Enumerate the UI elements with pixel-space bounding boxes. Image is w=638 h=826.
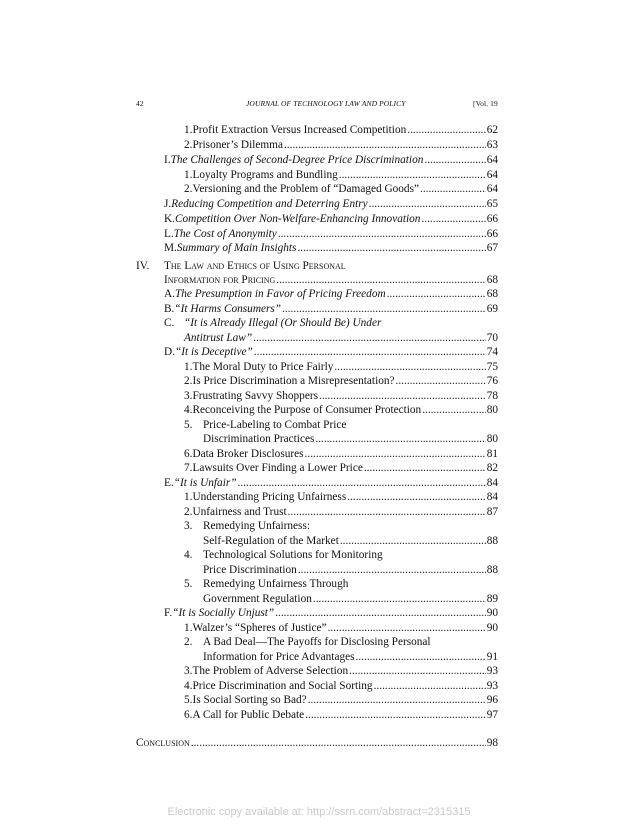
- toc-entry-number: 4.: [184, 404, 193, 416]
- leader-dots: [319, 389, 486, 403]
- leader-dots: [340, 534, 486, 548]
- toc-entry-number: 2.: [184, 183, 193, 195]
- toc-entry-title: Antitrust Law”: [184, 332, 253, 344]
- toc-entry: [184, 360, 498, 374]
- toc-entry-title: Discrimination Practices: [203, 433, 315, 445]
- toc-entry-title-line1: Remedying Unfairness Through: [203, 578, 349, 590]
- toc-entry-title: The Moral Duty to Price Fairly: [192, 361, 334, 373]
- toc-entry-page: 88: [486, 564, 498, 576]
- volume-label: [Vol. 19: [473, 99, 498, 108]
- toc-entry-page: 97: [486, 709, 498, 721]
- toc-entry-title: Information for Price Advantages: [203, 651, 355, 663]
- toc-entry-number: L.: [164, 228, 174, 240]
- toc-entry-number: B.: [164, 303, 175, 315]
- toc-entry-page: 93: [486, 665, 498, 677]
- toc-entry: [184, 447, 498, 461]
- toc-entry-title: Walzer’s “Spheres of Justice”: [192, 622, 327, 634]
- toc-entry-page: 96: [486, 694, 498, 706]
- toc-entry-number: E.: [164, 477, 174, 489]
- toc-entry-number: 4.: [184, 680, 193, 692]
- toc-entry-number: K.: [164, 213, 175, 225]
- leader-dots: [298, 563, 486, 577]
- toc-entry: [184, 621, 498, 635]
- toc-entry-title: Price Discrimination: [203, 564, 297, 576]
- toc-entry-title: “It is Socially Unjust”: [172, 607, 275, 619]
- toc-entry: [184, 664, 498, 678]
- leader-dots: [396, 374, 486, 388]
- toc-entry: [164, 345, 498, 359]
- toc-entry: [184, 374, 498, 388]
- toc-entry-number: 1.: [184, 622, 193, 634]
- toc-entry: [203, 650, 498, 664]
- toc-entry-title: Frustrating Savvy Shoppers: [192, 390, 319, 402]
- toc-entry-page: 66: [486, 228, 498, 240]
- leader-dots: [313, 592, 486, 606]
- toc-entry-page: 91: [486, 651, 498, 663]
- toc-entry-title: Self-Regulation of the Market: [203, 535, 339, 547]
- leader-dots: [253, 331, 486, 345]
- leader-dots: [387, 287, 486, 301]
- toc-entry-page: 65: [486, 198, 498, 210]
- toc-entry-page: 88: [486, 535, 498, 547]
- leader-dots: [278, 227, 486, 241]
- toc-entry-number: I.: [164, 154, 171, 166]
- toc-entry-page: 64: [486, 154, 498, 166]
- toc-entry: [184, 389, 498, 403]
- toc-entry: [203, 592, 498, 606]
- toc-entry-title: “It is Unfair”: [173, 477, 237, 489]
- toc-entry: [164, 241, 498, 255]
- leader-dots: [420, 182, 486, 196]
- leader-dots: [275, 606, 486, 620]
- toc-entry-number: 3.: [184, 665, 193, 677]
- toc-entry-title: Profit Extraction Versus Increased Competition: [192, 124, 407, 136]
- toc-entry-title: Price Discrimination and Social Sorting: [192, 680, 373, 692]
- toc-entry-title: Lawsuits Over Finding a Lower Price: [192, 462, 363, 474]
- leader-dots: [297, 241, 485, 255]
- toc-entry-title: Versioning and the Problem of “Damaged Goods”: [192, 183, 419, 195]
- toc-entry: [136, 736, 498, 750]
- leader-dots: [254, 345, 486, 359]
- toc-entry-title: Competition Over Non-Welfare-Enhancing Innovation: [174, 213, 421, 225]
- toc-entry-number: F.: [164, 607, 173, 619]
- toc-entry-number: 3.: [184, 390, 193, 402]
- toc-entry-title: “It is Deceptive”: [174, 346, 253, 358]
- toc-entry-number: J.: [164, 198, 172, 210]
- leader-dots: [347, 490, 485, 504]
- toc-entry-page: 69: [486, 303, 498, 315]
- leader-dots: [424, 153, 485, 167]
- toc-entry-title-line1: Remedying Unfairness:: [203, 520, 310, 532]
- toc-entry-title-line1: Technological Solutions for Monitoring: [203, 549, 383, 561]
- toc-entry-number: 1.: [184, 361, 193, 373]
- toc-entry-number: M.: [164, 242, 177, 254]
- toc-entry-number: 1.: [184, 491, 193, 503]
- toc-entry-page: 87: [486, 506, 498, 518]
- toc-entry-title: The Challenges of Second-Degree Price Discrimination: [170, 154, 424, 166]
- toc-entry-number: IV.: [136, 260, 150, 272]
- toc-entry-title: Reducing Competition and Deterring Entry: [171, 198, 368, 210]
- toc-entry-page: 64: [486, 183, 498, 195]
- toc-entry-page: 62: [486, 124, 498, 136]
- toc-entry-number: A.: [164, 288, 175, 300]
- toc-entry-title: The Presumption in Favor of Pricing Freedom: [174, 288, 386, 300]
- leader-dots: [276, 273, 485, 287]
- ssrn-footer-note: Electronic copy available at: http://ssrn.com/abstract=2315315: [167, 806, 471, 818]
- leader-dots: [369, 197, 486, 211]
- toc-entry-title: Unfairness and Trust: [192, 506, 287, 518]
- toc-entry: [184, 679, 498, 693]
- toc-entry: [203, 534, 498, 548]
- toc-entry-title: The Problem of Adverse Selection: [192, 665, 349, 677]
- toc-entry: [164, 153, 498, 167]
- toc-entry-number: 5.: [184, 419, 193, 431]
- leader-dots: [328, 621, 486, 635]
- toc-entry: [184, 182, 498, 196]
- toc-entry-page: 68: [486, 274, 498, 286]
- toc-entry-title-line1: The Law and Ethics of Using Personal: [164, 260, 346, 272]
- page-number: 42: [136, 99, 144, 108]
- leader-dots: [191, 736, 486, 750]
- toc-entry-number: 2.: [184, 506, 193, 518]
- toc-entry-page: 81: [486, 448, 498, 460]
- toc-entry-page: 80: [486, 404, 498, 416]
- leader-dots: [374, 679, 486, 693]
- leader-dots: [339, 168, 486, 182]
- toc-entry-page: 67: [486, 242, 498, 254]
- toc-entry-number: 6.: [184, 709, 193, 721]
- toc-entry-page: 89: [486, 593, 498, 605]
- toc-entry-number: 3.: [184, 520, 193, 532]
- leader-dots: [284, 138, 486, 152]
- toc-entry: [164, 287, 498, 301]
- toc-entry-title: Conclusion: [136, 737, 190, 749]
- toc-entry-title: Information for Pricing: [164, 274, 276, 286]
- leader-dots: [288, 505, 486, 519]
- toc-entry-title-line1: Price-Labeling to Combat Price: [203, 419, 347, 431]
- toc-entry-page: 76: [486, 375, 498, 387]
- toc-entry: [184, 708, 498, 722]
- toc-entry-title: A Call for Public Debate: [192, 709, 305, 721]
- leader-dots: [305, 447, 486, 461]
- toc-entry-page: 90: [486, 607, 498, 619]
- leader-dots: [407, 123, 485, 137]
- toc-entry-number: 4.: [184, 549, 193, 561]
- toc-entry: [203, 563, 498, 577]
- toc-entry-number: 7.: [184, 462, 193, 474]
- toc-entry: [164, 197, 498, 211]
- toc-entry: [164, 273, 498, 287]
- toc-entry-page: 90: [486, 622, 498, 634]
- leader-dots: [308, 693, 486, 707]
- toc-entry: [184, 505, 498, 519]
- toc-entry-page: 74: [486, 346, 498, 358]
- toc-entry-page: 63: [486, 139, 498, 151]
- toc-entry-page: 75: [486, 361, 498, 373]
- leader-dots: [421, 212, 485, 226]
- leader-dots: [349, 664, 486, 678]
- toc-entry-number: D.: [164, 346, 175, 358]
- leader-dots: [356, 650, 486, 664]
- journal-title: JOURNAL OF TECHNOLOGY LAW AND POLICY: [246, 99, 406, 108]
- toc-entry: [164, 476, 498, 490]
- toc-entry: [203, 432, 498, 446]
- toc-entry-page: 68: [486, 288, 498, 300]
- toc-entry: [184, 461, 498, 475]
- toc-entry: [184, 138, 498, 152]
- toc-entry-page: 82: [486, 462, 498, 474]
- toc-entry-page: 84: [486, 477, 498, 489]
- toc-entry-page: 70: [486, 332, 498, 344]
- toc-entry: [184, 693, 498, 707]
- toc-entry: [184, 490, 498, 504]
- toc-entry: [184, 331, 498, 345]
- toc-entry-title-line1: “It is Already Illegal (Or Should Be) Under: [184, 317, 382, 329]
- toc-entry-number: 5.: [184, 578, 193, 590]
- toc-entry-number: 6.: [184, 448, 193, 460]
- toc-entry-number: 2.: [184, 636, 193, 648]
- toc-entry-title: Is Social Sorting so Bad?: [192, 694, 307, 706]
- toc-entry-number: 1.: [184, 124, 193, 136]
- toc-entry: [184, 168, 498, 182]
- toc-entry-title-line1: A Bad Deal—The Payoffs for Disclosing Personal: [203, 636, 431, 648]
- toc-entry-page: 78: [486, 390, 498, 402]
- leader-dots: [334, 360, 485, 374]
- toc-entry-title: “It Harms Consumers”: [174, 303, 282, 315]
- leader-dots: [364, 461, 486, 475]
- toc-entry-page: 84: [486, 491, 498, 503]
- toc-entry-number: C.: [164, 317, 175, 329]
- toc-entry: [164, 212, 498, 226]
- toc-entry: [164, 227, 498, 241]
- toc-entry-title: Loyalty Programs and Bundling: [192, 169, 338, 181]
- toc-entry-number: 5.: [184, 694, 193, 706]
- toc-entry-title: Prisoner’s Dilemma: [192, 139, 283, 151]
- leader-dots: [238, 476, 486, 490]
- toc-entry-title: The Cost of Anonymity: [173, 228, 277, 240]
- toc-entry-page: 93: [486, 680, 498, 692]
- toc-entry: [164, 302, 498, 316]
- leader-dots: [305, 708, 486, 722]
- toc-entry: [164, 606, 498, 620]
- toc-entry-number: 1.: [184, 169, 193, 181]
- leader-dots: [282, 302, 486, 316]
- toc-entry: [184, 403, 498, 417]
- toc-entry-title: Government Regulation: [203, 593, 312, 605]
- toc-entry-page: 98: [486, 737, 498, 749]
- toc-entry-page: 66: [486, 213, 498, 225]
- toc-entry-title: Is Price Discrimination a Misrepresentation?: [192, 375, 395, 387]
- toc-entry-title: Data Broker Disclosures: [192, 448, 304, 460]
- toc-entry-number: 2.: [184, 375, 193, 387]
- toc-entry-number: 2.: [184, 139, 193, 151]
- leader-dots: [422, 403, 486, 417]
- toc-entry-title: Summary of Main Insights: [176, 242, 297, 254]
- toc-entry-title: Reconceiving the Purpose of Consumer Protection: [192, 404, 422, 416]
- toc-entry-title: Understanding Pricing Unfairness: [192, 491, 347, 503]
- toc-entry: [184, 123, 498, 137]
- leader-dots: [315, 432, 485, 446]
- toc-entry-page: 64: [486, 169, 498, 181]
- toc-entry-page: 80: [486, 433, 498, 445]
